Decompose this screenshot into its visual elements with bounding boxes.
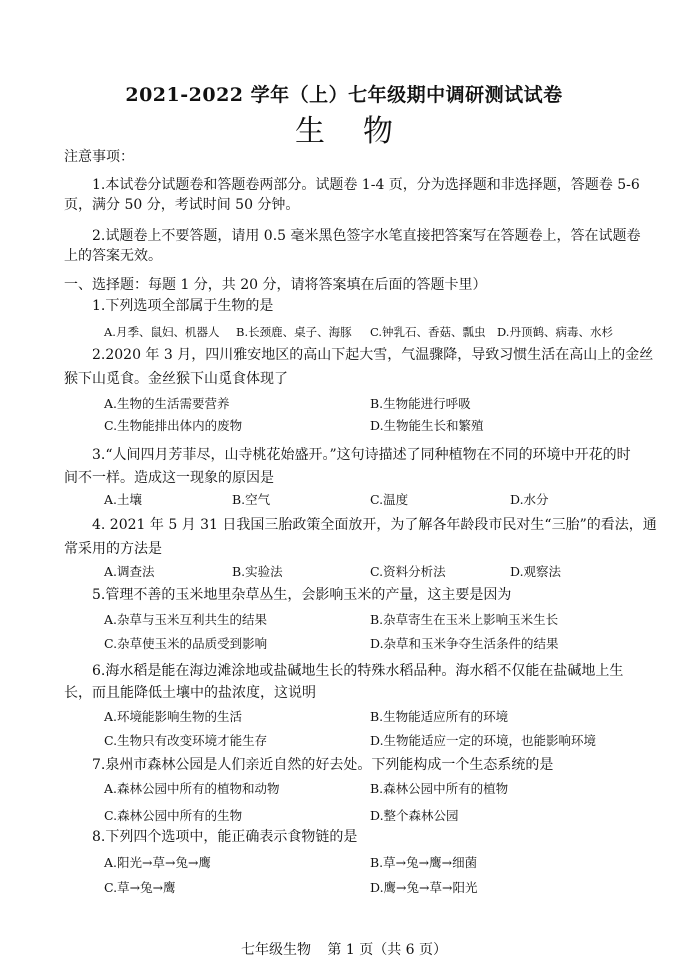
question-3-stem-line-2: 间不一样。造成这一现象的原因是 — [64, 470, 274, 486]
question-7-option-c: C.森林公园中所有的生物 — [104, 808, 243, 823]
question-8-option-d: D.鹰→兔→草→阳光 — [370, 880, 478, 895]
question-8-stem: 8.下列四个选项中，能正确表示食物链的是 — [92, 829, 358, 845]
notice-item-1-line-1: 1.本试卷分试题卷和答题卷两部分。试题卷 1-4 页，分为选择题和非选择题，答题卷 5-6 — [92, 177, 640, 193]
question-3-stem-line-1: 3.“人间四月芳菲尽，山寺桃花始盛开。”这句诗描述了同种植物在不同的环境中开花的时 — [92, 447, 631, 463]
question-8-option-b: B.草→兔→鹰→细菌 — [370, 855, 478, 870]
notice-item-2-line-1: 2.试题卷上不要答题，请用 0.5 毫米黑色签字水笔直接把答案写在答题卷上，答在试题卷 — [92, 228, 641, 244]
question-2-option-b: B.生物能进行呼吸 — [370, 396, 471, 411]
question-5-option-c: C.杂草使玉米的品质受到影响 — [104, 636, 268, 651]
question-3-option-b: B.空气 — [232, 492, 271, 507]
question-1-stem: 1.下列选项全部属于生物的是 — [92, 298, 274, 314]
question-5-option-a: A.杂草与玉米互利共生的结果 — [104, 612, 268, 627]
question-6-option-d: D.生物能适应一定的环境，也能影响环境 — [370, 733, 597, 748]
question-1-option-c: C.钟乳石、香菇、瓢虫 — [370, 325, 486, 339]
question-1-option-d: D.丹顶鹤、病毒、水杉 — [497, 325, 613, 339]
question-3-option-a: A.土壤 — [104, 492, 143, 507]
section-1-heading: 一、选择题：每题 1 分，共 20 分，请将答案填在后面的答题卡里） — [64, 277, 487, 293]
question-1-option-b: B.长颈鹿、桌子、海豚 — [236, 325, 352, 339]
exam-title: 2021-2022 学年（上）七年级期中调研测试试卷 — [125, 84, 563, 106]
question-3-option-c: C.温度 — [370, 492, 409, 507]
question-6-option-b: B.生物能适应所有的环境 — [370, 709, 509, 724]
question-7-option-a: A.森林公园中所有的植物和动物 — [104, 781, 280, 796]
question-2-option-a: A.生物的生活需要营养 — [104, 396, 230, 411]
notice-item-1-line-2: 页，满分 50 分，考试时间 50 分钟。 — [64, 197, 300, 213]
question-2-stem-line-2: 猴下山觅食。金丝猴下山觅食体现了 — [64, 371, 288, 387]
question-7-option-d: D.整个森林公园 — [370, 808, 459, 823]
question-6-stem-line-2: 长，而且能降低土壤中的盐浓度，这说明 — [64, 685, 316, 701]
question-4-option-c: C.资料分析法 — [370, 564, 446, 579]
question-8-option-a: A.阳光→草→兔→鹰 — [104, 855, 211, 870]
subject-title: 生物 — [295, 114, 431, 149]
question-4-option-d: D.观察法 — [510, 564, 562, 579]
footer-subject: 七年级生物 — [240, 942, 311, 958]
question-8-option-c: C.草→兔→鹰 — [104, 880, 176, 895]
notice-item-2-line-2: 上的答案无效。 — [64, 248, 162, 264]
notice-heading: 注意事项： — [64, 149, 134, 165]
page-footer — [0, 939, 688, 959]
question-4-option-b: B.实验法 — [232, 564, 283, 579]
question-2-option-d: D.生物能生长和繁殖 — [370, 418, 484, 433]
footer-page-number: 第 1 页（共 6 页） — [327, 942, 448, 958]
question-4-stem-line-1: 4. 2021 年 5 月 31 日我国三胎政策全面放开，为了解各年龄段市民对生“三胎”的看法，通 — [92, 517, 657, 533]
question-5-option-b: B.杂草寄生在玉米上影响玉米生长 — [370, 612, 559, 627]
question-2-option-c: C.生物能排出体内的废物 — [104, 418, 243, 433]
question-3-option-d: D.水分 — [510, 492, 549, 507]
question-1-option-a: A.月季、鼠妇、机器人 — [104, 325, 220, 339]
question-5-stem: 5.管理不善的玉米地里杂草丛生，会影响玉米的产量，这主要是因为 — [92, 587, 512, 603]
question-6-stem-line-1: 6.海水稻是能在海边滩涂地或盐碱地生长的特殊水稻品种。海水稻不仅能在盐碱地上生 — [92, 663, 624, 679]
question-2-stem-line-1: 2.2020 年 3 月，四川雅安地区的高山下起大雪，气温骤降，导致习惯生活在高山上的金丝 — [92, 347, 654, 363]
question-4-stem-line-2: 常采用的方法是 — [64, 541, 162, 557]
question-7-option-b: B.森林公园中所有的植物 — [370, 781, 509, 796]
question-5-option-d: D.杂草和玉米争夺生活条件的结果 — [370, 636, 559, 651]
question-6-option-c: C.生物只有改变环境才能生存 — [104, 733, 268, 748]
question-7-stem: 7.泉州市森林公园是人们亲近自然的好去处。下列能构成一个生态系统的是 — [92, 757, 554, 773]
question-6-option-a: A.环境能影响生物的生活 — [104, 709, 243, 724]
question-4-option-a: A.调查法 — [104, 564, 155, 579]
